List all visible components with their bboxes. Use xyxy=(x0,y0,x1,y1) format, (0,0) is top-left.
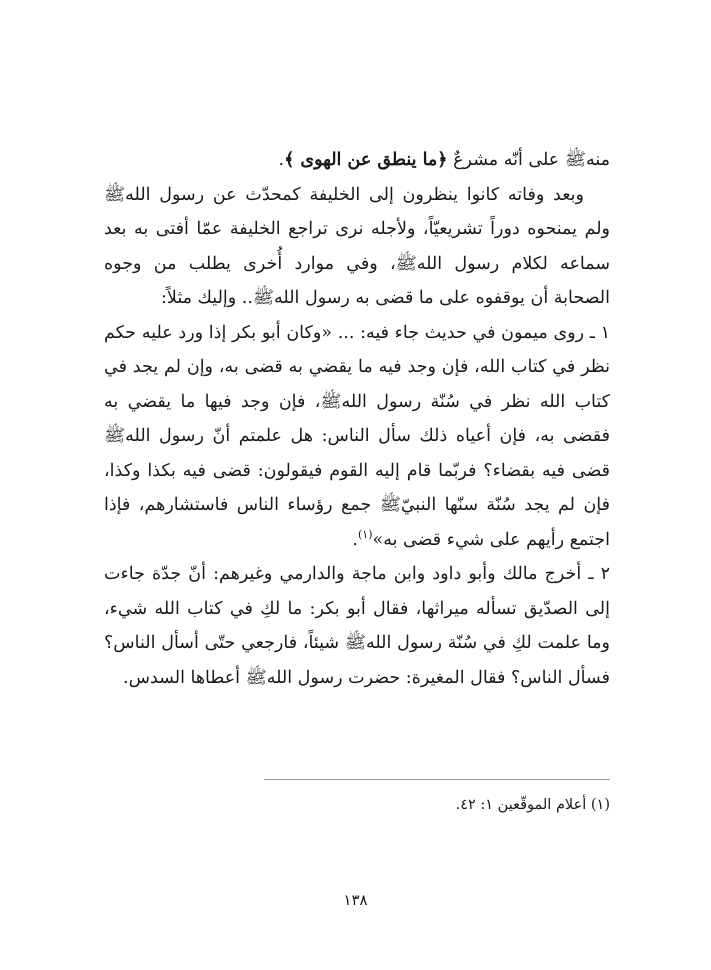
paragraph-3 xyxy=(104,316,610,558)
text-segment: على أنّه مشرعٌ xyxy=(447,150,565,170)
footnote-divider xyxy=(264,779,610,780)
text-segment: . xyxy=(352,529,358,550)
footnote-reference: (١) xyxy=(357,527,373,541)
page-number: ١٣٨ xyxy=(343,891,368,909)
text-segment: . xyxy=(278,150,285,170)
quran-quote: ﴿ما ينطق عن الهوى ﴾ xyxy=(284,150,448,170)
paragraph-1 xyxy=(104,143,610,178)
paragraph-2: وبعد وفاته كانوا ينظرون إلى الخليفة كمحدّث عن رسول اللهﷺ ولم يمنحوه دوراً تشريعيّاً، ولأجله نرى تراجع الخليفة عمّا أفتى به بعد سماعه لكلام رسول اللهﷺ، وفي موارد أُخرى يطلب من وجوه الصحابة أن يوقفوه على ما قضى به رسول اللهﷺ.. وإليك مثلاً: xyxy=(104,184,610,308)
paragraph-4: ٢ ـ أخرج مالك وأبو داود وابن ماجة والدارمي وغيرهم: أنّ جدّة جاءت إلى الصدّيق تسأله ميراثها، فقال أبو بكر: ما لكِ في كتاب الله شيء، وما علمت لكِ في سُنّة رسول اللهﷺ شيئاً، فارجعي حتّى أسأل الناس؟ فسأل الناس؟ فقال المغيرة: حضرت رسول اللهﷺ أعطاها السدس. xyxy=(104,564,610,688)
text-segment: منه xyxy=(585,150,610,170)
footnote: (١) أعلام الموقّعين ١: ٤٢. xyxy=(455,797,610,813)
salawat-glyph: ﷺ xyxy=(564,150,586,170)
narration-1: ١ ـ روى ميمون في حديث جاء فيه: ... «وكان أبو بكر إذا ورد عليه حكم نظر في كتاب الله، فإن وجد فيه ما يقضي به قضى به، وإن لم يجد في كتاب الله نظر في سُنّة رسول اللهﷺ، فإن وجد فيها ما يقضي به فقضى به، فإن أعياه ذلك سأل الناس: هل علمتم أنّ رسول اللهﷺ قضى فيه بقضاء؟ فربّما قام إليه القوم فيقولون: قضى فيه بكذا وكذا، فإن لم يجد سُنّة سنّها النبيّﷺ جمع رؤساء الناس فاستشارهم، فإذا اجتمع رأيهم على شيء قضى به» xyxy=(104,322,610,550)
main-text xyxy=(104,143,610,695)
